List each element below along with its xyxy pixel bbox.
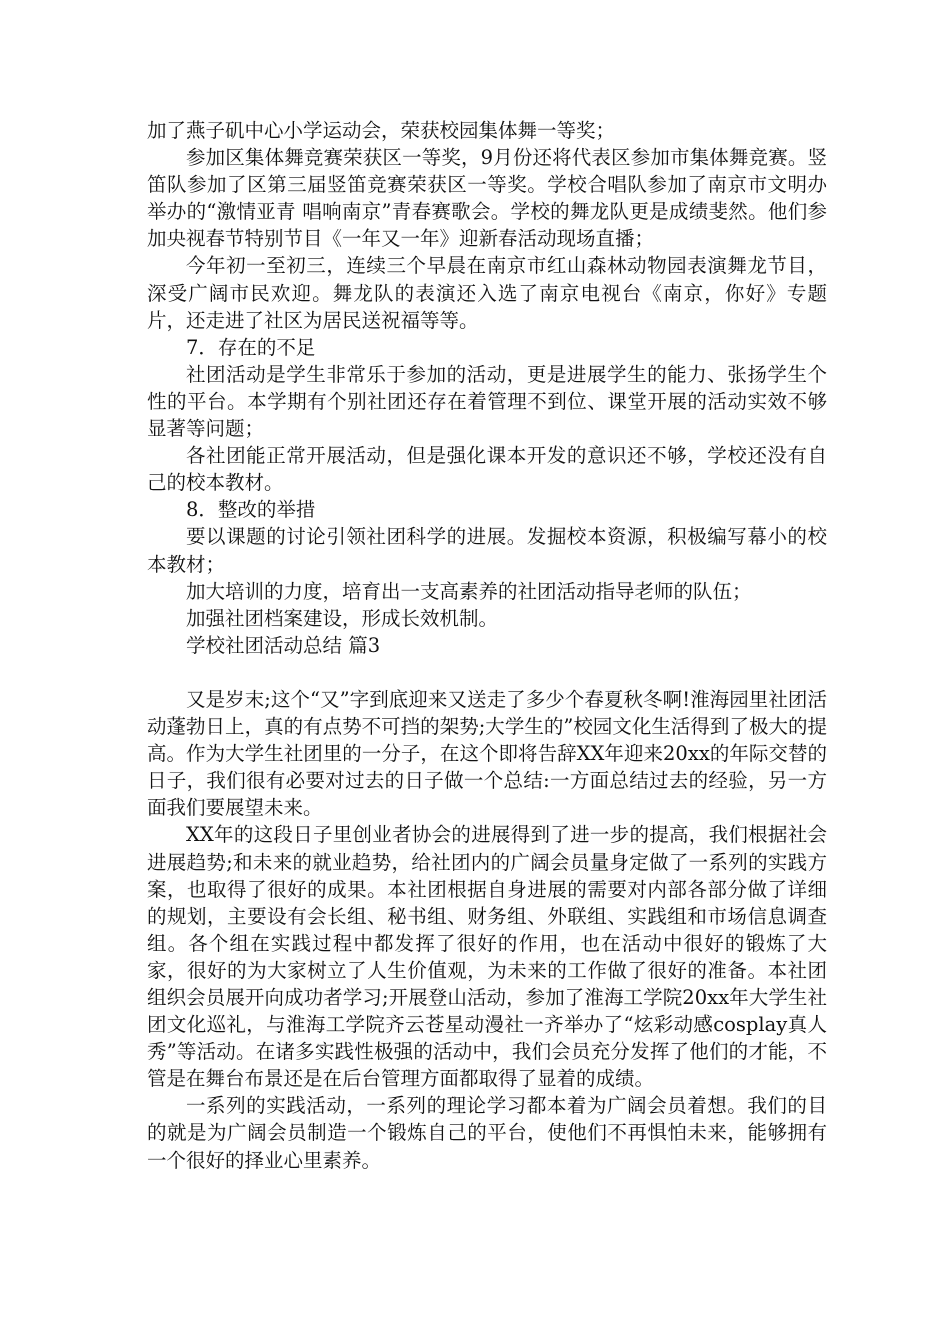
document-page	[147, 117, 827, 1174]
paragraph-14: XX年的这段日子里创业者协会的进展得到了进一步的提高，我们根据社会进展趋势;和未来的就业趋势，给社团内的广阔会员量身定做了一系列的实践方案，也取得了很好的成果。本社团根据自身进展的需要对内部各部分做了详细的规划，主要设有会长组、秘书组、财务组、外联组、实践组和市场信息调查组。各个组在实践过程中都发挥了很好的作用，也在活动中很好的锻炼了大家，很好的为大家树立了人生价值观，为未来的工作做了很好的准备。本社团组织会员展开向成功者学习;开展登山活动，参加了淮海工学院20xx年大学生社团文化巡礼，与淮海工学院齐云苍星动漫社一齐举办了“炫彩动感cosplay真人秀”等活动。在诸多实践性极强的活动中，我们会员充分发挥了他们的才能，不管是在舞台布景还是在后台管理方面都取得了显着的成绩。	[147, 823, 827, 1091]
paragraph-10: 加强社团档案建设，形成长效机制。	[186, 606, 499, 630]
paragraph-5: 社团活动是学生非常乐于参加的活动，更是进展学生的能力、张扬学生个性的平台。本学期有个别社团还存在着管理不到位、课堂开展的活动实效不够显著等问题；	[147, 362, 827, 441]
section-heading-7: 7．存在的不足	[186, 335, 316, 359]
paragraph-3: 今年初一至初三，连续三个早晨在南京市红山森林动物园表演舞龙节目，深受广阔市民欢迎。舞龙队的表演还入选了南京电视台《南京，你好》专题片，还走进了社区为居民送祝福等等。	[147, 254, 827, 332]
article-title: 学校社团活动总结 篇3	[186, 633, 381, 657]
paragraph-2: 参加区集体舞竞赛荣获区一等奖，9月份还将代表区参加市集体舞竞赛。竖笛队参加了区第三届竖笛竞赛荣获区一等奖。学校合唱队参加了南京市文明办举办的“激情亚青 唱响南京”青春赛歌会。学校的舞龙队更是成绩斐然。他们参加央视春节特别节目《一年又一年》迎新春活动现场直播；	[147, 146, 827, 251]
paragraph-6: 各社团能正常开展活动，但是强化课本开发的意识还不够，学校还没有自己的校本教材。	[147, 444, 827, 495]
paragraph-8: 要以课题的讨论引领社团科学的进展。发掘校本资源，积极编写幕小的校本教材；	[147, 525, 827, 576]
blank-line	[147, 659, 827, 686]
section-heading-8: 8．整改的举措	[186, 498, 316, 522]
paragraph-9: 加大培训的力度，培育出一支高素养的社团活动指导老师的队伍；	[186, 579, 752, 603]
paragraph-13: 又是岁末;这个“又”字到底迎来又送走了多少个春夏秋冬啊!淮海园里社团活动蓬勃日上，真的有点势不可挡的架势;大学生的”校园文化生活得到了极大的提高。作为大学生社团里的一分子，在这个即将告辞XX年迎来20xx的年际交替的日子，我们很有必要对过去的日子做一个总结:一方面总结过去的经验，另一方面我们要展望未来。	[147, 687, 827, 820]
paragraph-1: 加了燕子矶中心小学运动会，荣获校园集体舞一等奖；	[147, 119, 616, 142]
paragraph-15: 一系列的实践活动，一系列的理论学习都本着为广阔会员着想。我们的目的就是为广阔会员制造一个锻炼自己的平台，使他们不再惧怕未来，能够拥有一个很好的择业心里素养。	[147, 1094, 827, 1172]
